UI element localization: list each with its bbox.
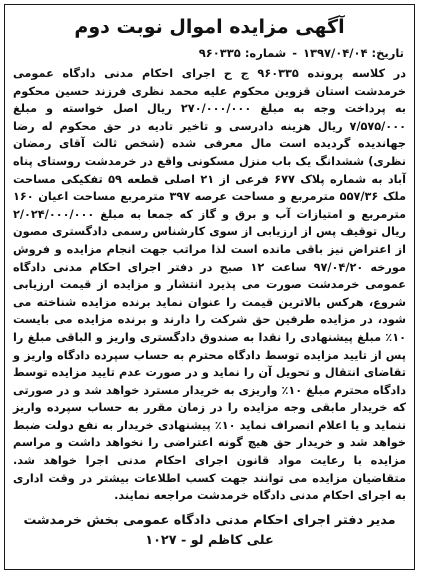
auction-notice (4, 4, 415, 570)
meta-separator: - (292, 46, 297, 60)
signature-name: علی کاظم لو - ۱۰۲۷ (145, 532, 274, 548)
notice-number: شماره: ۹۶۰۳۳۵ (198, 46, 287, 60)
notice-body: در کلاسه پرونده ۹۶۰۳۳۵ ج ح اجرای احکام مدنی دادگاه عمومی خرمدشت استان قزوین محکوم علیه محمد نظری فرزند حسین محکوم به پرداخت وجه به مبلغ ۲۷۰/۰۰۰/۰۰۰ ریال اصل خواسته و مبلغ ۷/۵۷۵/۰۰۰ ریال هزینه دادرسی و تاخیر تادیه در حق محکوم له رضا جهاندیده گردیده است مال معرفی شده (شخص ثالث آقای رمضان نظری) ششدانگ یک باب منزل مسکونی واقع در خرمدشت روستای پناه آباد به شماره پلاک ۶۷۷ فرعی از ۲۱ اصلی قطعه ۵۹ تفکیکی مساحت ملک ۵۵۷/۳۶ مترمربع و مساحت عرصه ۳۹۷ مترمربع مساحت اعیان ۱۶۰ مترمربع و امتیازات آب و برق و گاز که جمعا به مبلغ ۲/۰۲۴/۰۰۰/۰۰۰ ریال توقیف پس از ارزیابی از سوی کارشناس رسمی دادگستری مصون از اعتراض نیز باقی مانده است لذا مراتب جهت انجام مزایده و فروش مورخه ۹۷/۰۴/۲۰ ساعت ۱۲ صبح در دفتر اجرای احکام مدنی دادگاه عمومی خرمدشت صورت می پذیرد انتشار و مزایده از قیمت ارزیابی شروع، هرکس بالاترین قیمت را عنوان نماید برنده مزایده شناخته می شود، در مزایده طرفین حق شرکت را دارند و برنده مزایده می بایست ۱۰٪ مبلغ پیشنهادی را نقدا به صندوق دادگستری واریز و الباقی مبلغ را پس از تایید مزایده توسط دادگاه محترم به حساب سپرده دادگاه واریز و تقاضای انتقال و تحویل آن را نماید و در صورت عدم تایید مزایده توسط دادگاه محترم مبلغ ۱۰٪ واریزی به خریدار مسترد خواهد شد و در صورتی که خریدار مابقی وجه مزایده را در زمان مقرر به حساب سپرده واریز ننماید و یا اعلام انصراف نماید ۱۰٪ پیشنهادی خریدار به نفع دولت ضبط خواهد شد و خریدار حق هیچ گونه اعتراضی را نخواهد داشت و مراسم مزایده با رعایت مواد قانون اجرای احکام مدنی اجرا خواهد شد. متقاضیان مزایده می توانند جهت کسب اطلاعات بیشتر در وقت اداری به اجرای احکام مدنی دادگاه خرمدشت مراجعه نمایند. (13, 67, 407, 503)
signature-block (11, 511, 408, 551)
signature-title: مدیر دفتر اجرای احکام مدنی دادگاه عمومی بخش خرمدشت (23, 512, 396, 528)
notice-meta (15, 45, 404, 61)
notice-title: آگهی مزایده اموال نوبت دوم (74, 16, 345, 38)
notice-date: تاریخ: ۱۳۹۷/۰۴/۰۴ (302, 46, 404, 60)
